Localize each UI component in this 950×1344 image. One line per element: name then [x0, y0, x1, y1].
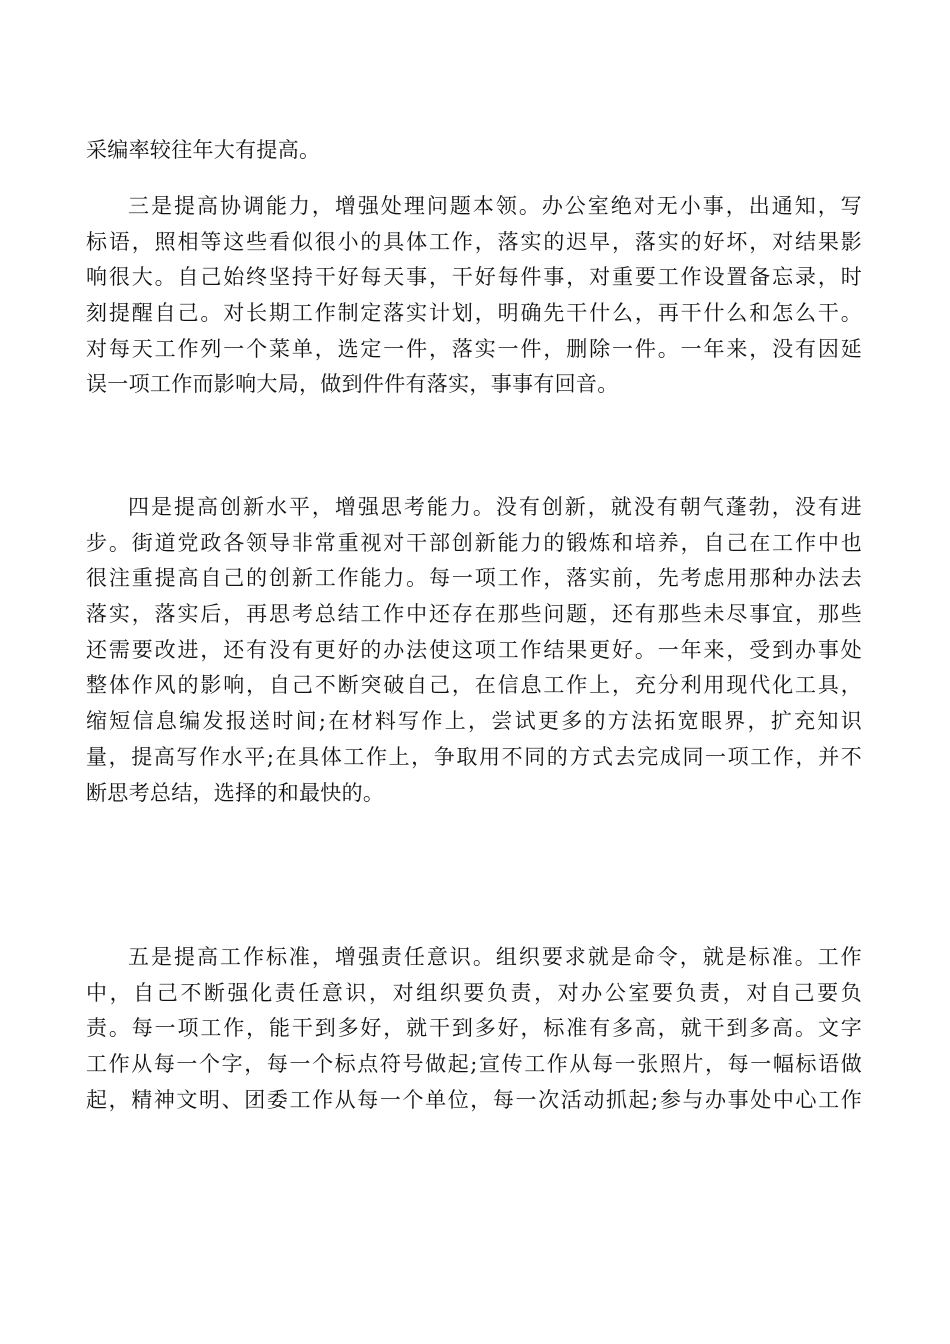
paragraph-continuation — [86, 133, 862, 169]
text-line: 整体作风的影响，自己不断突破自己，在信息工作上，充分利用现代化工具， — [86, 673, 862, 698]
text-line: 步。街道党政各领导非常重视对干部创新能力的锻炼和培养，自己在工作中也 — [86, 530, 862, 555]
text-line: 落实，落实后，再思考总结工作中还存在那些问题，还有那些未尽事宜，那些 — [86, 602, 862, 627]
text-line: 误一项工作而影响大局，做到件件有落实，事事有回音。 — [86, 372, 619, 397]
text-line: 三是提高协调能力，增强处理问题本领。办公室绝对无小事，出通知，写 — [128, 194, 862, 218]
text-line: 采编率较往年大有提高。 — [86, 138, 321, 162]
text-line: 起，精神文明、团委工作从每一个单位，每一次活动抓起;参与办事处中心工作 — [86, 1087, 862, 1112]
text-line: 标语，照相等这些看似很小的具体工作，落实的迟早，落实的好坏，对结果影 — [86, 229, 862, 254]
text-line: 责。每一项工作，能干到多好，就干到多好，标准有多高，就干到多高。文字 — [86, 1016, 862, 1041]
text-line: 中，自己不断强化责任意识，对组织要负责，对办公室要负责，对自己要负 — [86, 980, 862, 1005]
text-line: 五是提高工作标准，增强责任意识。组织要求就是命令，就是标准。工作 — [128, 945, 862, 969]
text-line: 很注重提高自己的创新工作能力。每一项工作，落实前，先考虑用那种办法去 — [86, 566, 862, 591]
text-line: 断思考总结，选择的和最快的。 — [86, 780, 385, 805]
paragraph-standards — [86, 940, 862, 1118]
text-line: 量，提高写作水平;在具体工作上，争取用不同的方式去完成同一项工作，并不 — [86, 744, 862, 769]
text-line: 四是提高创新水平，增强思考能力。没有创新，就没有朝气蓬勃，没有进 — [128, 495, 862, 519]
text-line: 刻提醒自己。对长期工作制定落实计划，明确先干什么，再干什么和怎么干。 — [86, 301, 862, 326]
text-line: 对每天工作列一个菜单，选定一件，落实一件，删除一件。一年来，没有因延 — [86, 336, 862, 361]
paragraph-coordination — [86, 189, 862, 403]
text-line: 响很大。自己始终坚持干好每天事，干好每件事，对重要工作设置备忘录，时 — [86, 265, 862, 290]
text-line: 缩短信息编发报送时间;在材料写作上，尝试更多的方法拓宽眼界，扩充知识 — [86, 709, 862, 734]
paragraph-innovation — [86, 490, 862, 811]
text-line: 还需要改进，还有没有更好的办法使这项工作结果更好。一年来，受到办事处 — [86, 637, 862, 662]
text-line: 工作从每一个字，每一个标点符号做起;宣传工作从每一张照片，每一幅标语做 — [86, 1052, 862, 1077]
